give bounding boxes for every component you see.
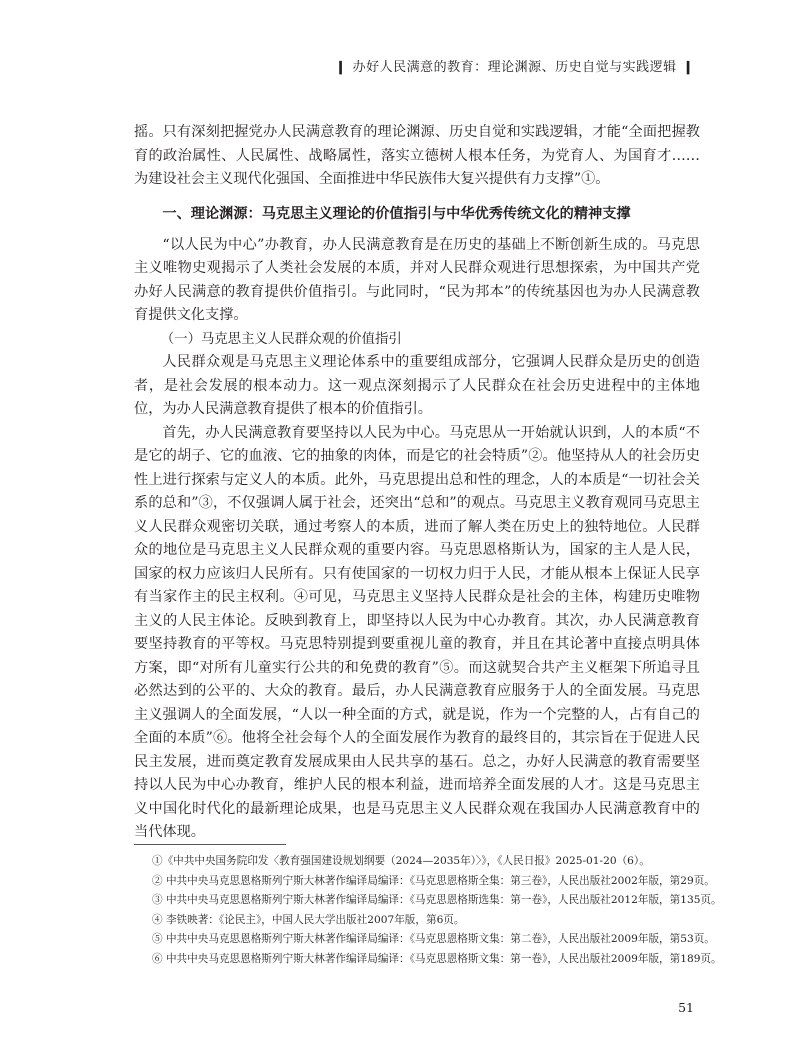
footnotes (152, 852, 722, 970)
footnote-6: ⑥ 中共中央马克思恩格斯列宁斯大林著作编译局编译：《马克思恩格斯文集：第一卷》，人民出版社2009年版，第189页。 (152, 952, 722, 965)
page-number: 51 (678, 1000, 694, 1015)
section-heading: 一、理论渊源：马克思主义理论的价值指引与中华优秀传统文化的精神支撑 (162, 205, 631, 222)
body-paragraph-2: 首先，办人民满意教育要坚持以人民为中心。马克思从一开始就认识到，人的本质“不是它的胡子、它的血液、它的抽象的肉体，而是它的社会特质”②。他坚持从人的社会历史性上进行探索与定义人的本质。此外，马克思提出总和性的理念，人的本质是“一切社会关系的总和”③，不仅强调人属于社会，还突出“总和”的观点。马克思主义教育观同马克思主义人民群众观密切关联，通过考察人的本质，进而了解人类在历史上的独特地位。人民群众的地位是马克思主义人民群众观的重要内容。马克思恩格斯认为，国家的主人是人民，国家的权力应该归人民所有。只有使国家的一切权力归于人民，才能从根本上保证人民享有当家作主的民主权利。④可见，马克思主义坚持人民群众是社会的主体，构建历史唯物主义的人民主体论。反映到教育上，即坚持以人民为中心办教育。其次，办人民满意教育要坚持教育的平等权。马克思特别提到要重视儿童的教育，并且在其论著中直接点明具体方案，即“对所有儿童实行公共的和免费的教育”⑤。而这就契合共产主义框架下所追寻且必然达到的公平的、大众的教育。最后，办人民满意教育应服务于人的全面发展。马克思主义强调人的全面发展，“人以一种全面的方式，就是说，作为一个完整的人，占有自己的全面的本质”⑥。他将全社会每个人的全面发展作为教育的最终目的，其宗旨在于促进人民民主发展，进而奠定教育发展成果由人民共享的基石。总之，办好人民满意的教育需要坚持以人民为中心办教育，维护人民的根本利益，进而培养全面发展的人才。这是马克思主义中国化时代化的最新理论成果，也是马克思主义人民群众观在我国办人民满意教育中的当代体现。 (134, 424, 700, 840)
intro-paragraph: 摇。只有深刻把握党办人民满意教育的理论渊源、历史自觉和实践逻辑，才能“全面把握教育的政治属性、人民属性、战略属性，落实立德树人根本任务，为党育人、为国育才……为建设社会主义现代化强国、全面推进中华民族伟大复兴提供有力支撑”①。 (134, 124, 700, 187)
footnote-divider (134, 844, 286, 845)
footnote-5: ⑤ 中共中央马克思恩格斯列宁斯大林著作编译局编译：《马克思恩格斯文集：第二卷》，人民出版社2009年版，第53页。 (152, 933, 715, 946)
subsection-heading: （一）马克思主义人民群众观的价值指引 (160, 331, 402, 347)
article-body (134, 121, 700, 845)
header-bar-right: ❙ (682, 60, 694, 75)
running-header (329, 56, 700, 75)
header-bar-left: ❙ (335, 60, 347, 75)
footnote-1: ①《中共中央国务院印发〈教育强国建设规划纲要（2024—2035年）〉》，《人民日报》2025-01-20（6）。 (152, 855, 650, 867)
footnote-3: ③ 中共中央马克思恩格斯列宁斯大林著作编译局编译：《马克思恩格斯选集：第一卷》，人民出版社2012年版，第135页。 (152, 894, 722, 907)
footnote-4: ④ 李铁映著：《论民主》，中国人民大学出版社2007年版，第6页。 (152, 913, 465, 926)
section-intro-paragraph: “以人民为中心”办教育，办人民满意教育是在历史的基础上不断创新生成的。马克思主义唯物史观揭示了人类社会发展的本质，并对人民群众观进行思想探索，为中国共产党办好人民满意的教育提供价值指引。与此同时，“民为邦本”的传统基因也为办人民满意教育提供文化支撑。 (134, 236, 700, 323)
body-paragraph-1: 人民群众观是马克思主义理论体系中的重要组成部分，它强调人民群众是历史的创造者，是社会发展的根本动力。这一观点深刻揭示了人民群众在社会历史进程中的主体地位，为办人民满意教育提供了根本的价值指引。 (134, 354, 700, 417)
running-title: 办好人民满意的教育：理论渊源、历史自觉与实践逻辑 (352, 60, 677, 75)
footnote-2: ② 中共中央马克思恩格斯列宁斯大林著作编译局编译：《马克思恩格斯全集：第三卷》，人民出版社2002年版，第29页。 (152, 874, 715, 887)
